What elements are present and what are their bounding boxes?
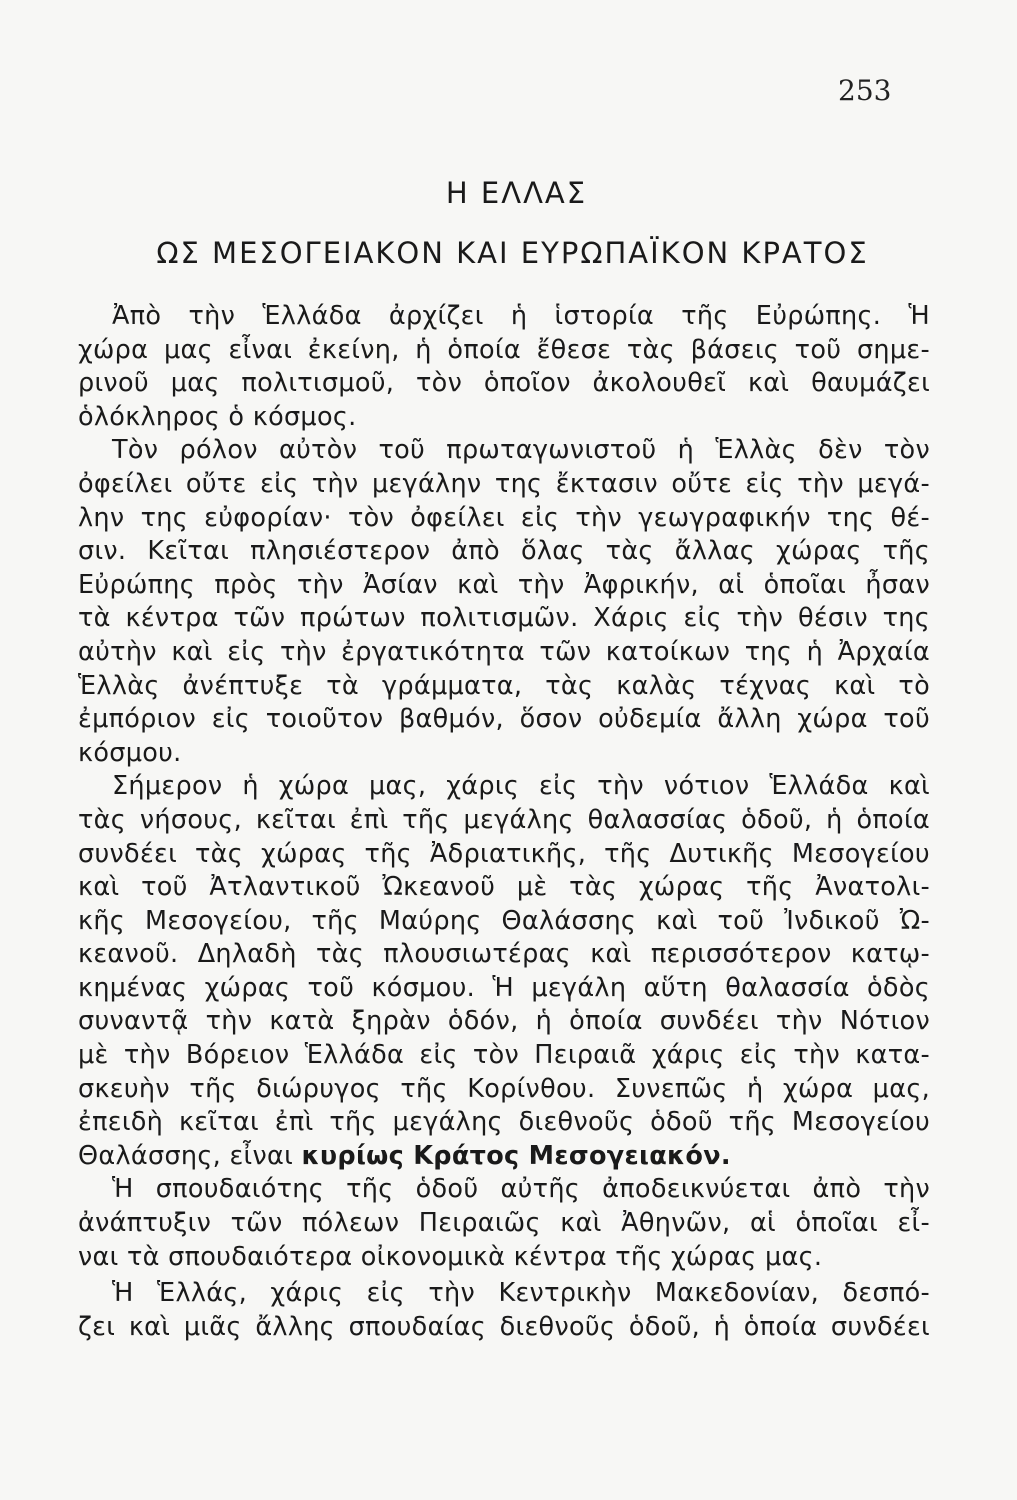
text-line: ρινοῦ μας πολιτισμοῦ, τὸν ὁποῖον ἀκολουθεῖ καὶ θαυμάζει: [78, 368, 930, 399]
text-line: τὰς νήσους, κεῖται ἐπὶ τῆς μεγάλης θαλασσίας ὁδοῦ, ἡ ὁποία: [78, 804, 930, 835]
text-line: χώρα μας εἶναι ἐκείνη, ἡ ὁποία ἔθεσε τὰς βάσεις τοῦ σημε-: [78, 334, 930, 365]
text-line: κεανοῦ. Δηλαδὴ τὰς πλουσιωτέρας καὶ περισσότερον κατῳ-: [78, 939, 930, 970]
text-line: κῆς Μεσογείου, τῆς Μαύρης Θαλάσσης καὶ τοῦ Ἰνδικοῦ Ὠ-: [78, 905, 930, 936]
paragraph-3: [78, 770, 930, 1173]
text-line-emphasis: [78, 1140, 930, 1174]
paragraph-5: [78, 1277, 930, 1344]
text-line: Ἡ Ἑλλάς, χάρις εἰς τὴν Κεντρικὴν Μακεδονίαν, δεσπό-: [112, 1278, 930, 1309]
text-line: συναντᾷ τὴν κατὰ ξηρὰν ὁδόν, ἡ ὁποία συνδέει τὴν Νότιον: [78, 1006, 930, 1037]
chapter-title: Η ΕΛΛΑΣ: [445, 176, 588, 210]
text-line: ἐπειδὴ κεῖται ἐπὶ τῆς μεγάλης διεθνοῦς ὁδοῦ τῆς Μεσογείου: [78, 1107, 930, 1138]
text-line: ζει καὶ μιᾶς ἄλλης σπουδαίας διεθνοῦς ὁδοῦ, ἡ ὁποία συνδέει: [78, 1311, 930, 1342]
text-line: μὲ τὴν Βόρειον Ἑλλάδα εἰς τὸν Πειραιᾶ χάρις εἰς τὴν κατα-: [78, 1040, 930, 1071]
text-line: αὐτὴν καὶ εἰς τὴν ἐργατικότητα τῶν κατοίκων της ἡ Ἀρχαία: [78, 636, 930, 667]
paragraph-4: [78, 1173, 930, 1274]
text-line: λην της εὐφορίαν· τὸν ὀφείλει εἰς τὴν γεωγραφικήν της θέ-: [78, 502, 930, 533]
text-line: Σήμερον ἡ χώρα μας, χάρις εἰς τὴν νότιον Ἑλλάδα καὶ: [112, 771, 930, 802]
text-line: ἀνάπτυξιν τῶν πόλεων Πειραιῶς καὶ Ἀθηνῶν, αἱ ὁποῖαι εἶ-: [78, 1208, 930, 1239]
text-line: ὀφείλει οὔτε εἰς τὴν μεγάλην της ἔκτασιν οὔτε εἰς τὴν μεγά-: [78, 468, 930, 499]
text-line: ἐμπόριον εἰς τοιοῦτον βαθμόν, ὅσον οὐδεμία ἄλλη χώρα τοῦ: [78, 704, 930, 735]
page-number: 253: [838, 74, 892, 107]
body-text: [78, 300, 930, 1344]
text-line: ναι τὰ σπουδαιότερα οἰκονομικὰ κέντρα τῆς χώρας μας.: [78, 1241, 823, 1272]
paragraph-1: [78, 300, 930, 434]
text-line: σκευὴν τῆς διώρυγος τῆς Κορίνθου. Συνεπῶς ἡ χώρα μας,: [78, 1073, 930, 1104]
text-line: κόσμου.: [78, 737, 182, 768]
text-line: Τὸν ρόλον αὐτὸν τοῦ πρωταγωνιστοῦ ἡ Ἑλλὰς δὲν τὸν: [112, 435, 930, 466]
text-line: κημένας χώρας τοῦ κόσμου. Ἡ μεγάλη αὕτη θαλασσία ὁδὸς: [78, 972, 930, 1003]
text-line: συνδέει τὰς χώρας τῆς Ἀδριατικῆς, τῆς Δυτικῆς Μεσογείου: [78, 838, 930, 869]
text-line: Ἑλλὰς ἀνέπτυξε τὰ γράμματα, τὰς καλὰς τέχνας καὶ τὸ: [78, 670, 930, 701]
text-line: ὁλόκληρος ὁ κόσμος.: [78, 401, 357, 432]
chapter-subtitle: ΩΣ ΜΕΣΟΓΕΙΑΚΟΝ ΚΑΙ ΕΥΡΩΠΑΪΚΟΝ ΚΡΑΤΟΣ: [156, 236, 869, 270]
text-line: καὶ τοῦ Ἀτλαντικοῦ Ὠκεανοῦ μὲ τὰς χώρας τῆς Ἀνατολι-: [78, 872, 930, 903]
text-line: Εὐρώπης πρὸς τὴν Ἀσίαν καὶ τὴν Ἀφρικήν, αἱ ὁποῖαι ἦσαν: [78, 569, 930, 600]
text-line: σιν. Κεῖται πλησιέστερον ἀπὸ ὅλας τὰς ἄλλας χώρας τῆς: [78, 536, 930, 567]
text-line: Ἡ σπουδαιότης τῆς ὁδοῦ αὐτῆς ἀποδεικνύεται ἀπὸ τὴν: [112, 1174, 930, 1205]
text-line: Ἀπὸ τὴν Ἑλλάδα ἀρχίζει ἡ ἱστορία τῆς Εὐρώπης. Ἡ: [112, 301, 930, 331]
text-run: Θαλάσσης, εἶναι: [78, 1140, 302, 1171]
text-line: τὰ κέντρα τῶν πρώτων πολιτισμῶν. Χάρις εἰς τὴν θέσιν της: [78, 603, 930, 634]
paragraph-2: [78, 434, 930, 770]
bold-phrase: κυρίως Κράτος Μεσογειακόν.: [301, 1140, 731, 1171]
